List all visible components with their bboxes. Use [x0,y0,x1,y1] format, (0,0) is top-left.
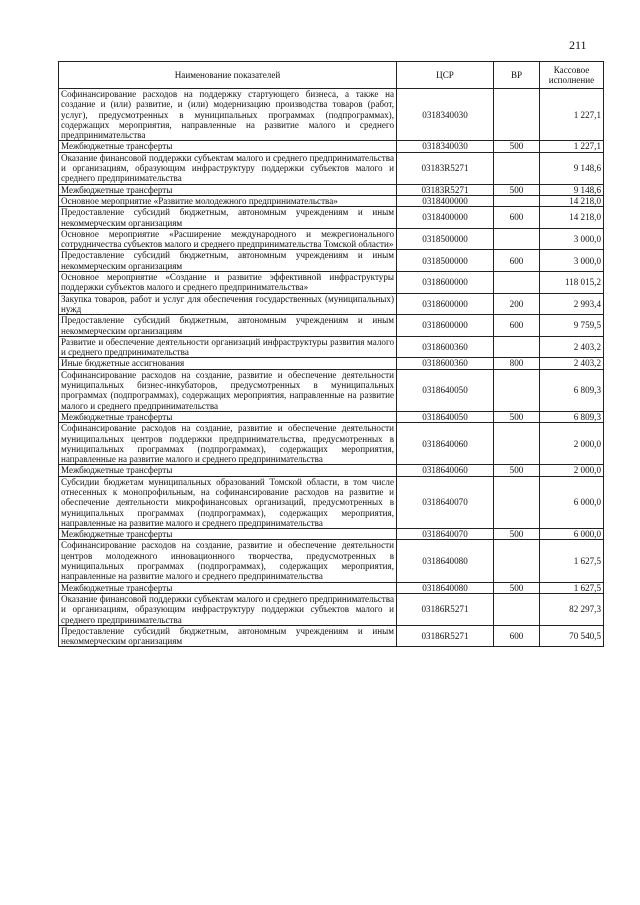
row-csr: 0318640050 [397,369,494,411]
row-amount: 2 000,0 [540,465,604,476]
row-name: Межбюджетные трансферты [59,141,397,152]
table-row [59,358,604,369]
row-name: Межбюджетные трансферты [59,411,397,422]
table-row [59,152,604,184]
header-vr: ВР [494,62,540,89]
table-row [59,593,604,625]
table-row [59,423,604,465]
table-row [59,411,604,422]
row-name: Предоставление субсидий бюджетным, автономным учреждениям и иным некоммерческим организациям [59,250,397,272]
row-vr [494,228,540,250]
row-csr: 0318400000 [397,195,494,206]
row-amount: 3 000,0 [540,228,604,250]
row-vr: 600 [494,207,540,229]
row-name: Софинансирование расходов на создание, развитие и обеспечение деятельности центров молодежного инновационного творчества, предусмотренных в муниципальных программах (подпрограммах), содержащих мероприятия, направленные на развитие малого и среднего предпринимательства [59,540,397,582]
row-vr: 200 [494,293,540,315]
row-name: Софинансирование расходов на создание, развитие и обеспечение деятельности муниципальных центров поддержки предпринимательства, предусмотренных в муниципальных программах (подпрограммах), содержащих мероприятия, направленные на развитие малого и среднего предпринимательства [59,423,397,465]
table-row [59,184,604,195]
table-row [59,272,604,294]
row-vr [494,336,540,358]
row-csr: 03186R5271 [397,593,494,625]
page-number: 211 [569,38,587,52]
row-vr [494,195,540,206]
row-name: Межбюджетные трансферты [59,184,397,195]
row-amount: 118 015,2 [540,272,604,294]
row-csr: 0318340030 [397,141,494,152]
row-vr [494,476,540,528]
header-csr: ЦСР [397,62,494,89]
row-amount: 9 148,6 [540,152,604,184]
row-name: Софинансирование расходов на создание, развитие и обеспечение деятельности муниципальных бизнес-инкубаторов, предусмотренных в муниципальных программах (подпрограммах), содержащих мероприятия, направленные на развитие малого и среднего предпринимательства [59,369,397,411]
row-vr: 600 [494,250,540,272]
row-name: Закупка товаров, работ и услуг для обеспечения государственных (муниципальных) нужд [59,293,397,315]
row-name: Основное мероприятие «Развитие молодежного предпринимательства» [59,195,397,206]
row-csr: 0318600360 [397,358,494,369]
row-name: Субсидии бюджетам муниципальных образований Томской области, в том числе отнесенных к монопрофильным, на софинансирование расходов на развитие и обеспечение деятельности микрофинансовых организаций, предусмотренных в муниципальных программах (подпрограммах), содержащих мероприятия, направленные на развитие малого и среднего предпринимательства [59,476,397,528]
row-vr: 500 [494,582,540,593]
row-vr [494,593,540,625]
row-name: Оказание финансовой поддержки субъектам малого и среднего предпринимательства и организациям, образующим инфраструктуру поддержки субъектов малого и среднего предпринимательства [59,593,397,625]
table-row [59,369,604,411]
row-vr [494,423,540,465]
table-row [59,465,604,476]
row-amount: 70 540,5 [540,625,604,647]
row-name: Основное мероприятие «Расширение международного и межрегионального сотрудничества субъектов малого и среднего предпринимательства Томской области» [59,228,397,250]
row-csr: 0318640080 [397,582,494,593]
header-amount: Кассовое исполнение [540,62,604,89]
row-vr [494,540,540,582]
row-csr: 0318600360 [397,336,494,358]
row-name: Предоставление субсидий бюджетным, автономным учреждениям и иным некоммерческим организациям [59,315,397,337]
row-vr [494,89,540,141]
header-name: Наименование показателей [59,62,397,89]
row-vr: 500 [494,529,540,540]
row-csr: 0318600000 [397,315,494,337]
row-vr: 500 [494,141,540,152]
row-name: Межбюджетные трансферты [59,582,397,593]
row-csr: 0318500000 [397,228,494,250]
row-vr [494,369,540,411]
row-name: Предоставление субсидий бюджетным, автономным учреждениям и иным некоммерческим организациям [59,625,397,647]
row-amount: 6 809,3 [540,369,604,411]
table-row [59,207,604,229]
row-name: Развитие и обеспечение деятельности организаций инфраструктуры развития малого и среднего предпринимательства [59,336,397,358]
row-amount: 9 148,6 [540,184,604,195]
row-name: Межбюджетные трансферты [59,529,397,540]
row-csr: 0318340030 [397,89,494,141]
row-csr: 0318400000 [397,207,494,229]
row-name: Предоставление субсидий бюджетным, автономным учреждениям и иным некоммерческим организациям [59,207,397,229]
row-amount: 1 627,5 [540,540,604,582]
row-name: Софинансирование расходов на поддержку стартующего бизнеса, а также на создание и (или) развитие, и (или) модернизацию производства товаров (работ, услуг), предусмотренных в муниципальных программах (подпрограммах), содержащих мероприятия, направленные на развитие малого и среднего предпринимательства [59,89,397,141]
table-row [59,540,604,582]
row-amount: 6 000,0 [540,529,604,540]
table-row [59,293,604,315]
row-vr [494,152,540,184]
budget-execution-table [58,61,604,647]
row-vr [494,272,540,294]
row-amount: 2 993,4 [540,293,604,315]
row-amount: 82 297,3 [540,593,604,625]
row-vr: 600 [494,625,540,647]
table-body [59,89,604,647]
row-csr: 0318640070 [397,529,494,540]
row-csr: 03183R5271 [397,184,494,195]
table-row [59,529,604,540]
row-amount: 3 000,0 [540,250,604,272]
row-csr: 0318640060 [397,423,494,465]
table-row [59,195,604,206]
row-vr: 500 [494,184,540,195]
table-row [59,89,604,141]
table-row [59,315,604,337]
row-csr: 0318640070 [397,476,494,528]
row-vr: 500 [494,411,540,422]
row-csr: 0318640060 [397,465,494,476]
row-amount: 1 627,5 [540,582,604,593]
table-header-row [59,62,604,89]
row-amount: 14 218,0 [540,195,604,206]
row-csr: 0318600000 [397,272,494,294]
row-amount: 1 227,1 [540,89,604,141]
row-amount: 14 218,0 [540,207,604,229]
row-vr: 600 [494,315,540,337]
row-amount: 2 000,0 [540,423,604,465]
row-csr: 0318500000 [397,250,494,272]
table-row [59,141,604,152]
row-csr: 03186R5271 [397,625,494,647]
row-amount: 6 000,0 [540,476,604,528]
table-row [59,582,604,593]
row-amount: 1 227,1 [540,141,604,152]
row-vr: 800 [494,358,540,369]
table-row [59,336,604,358]
row-name: Иные бюджетные ассигнования [59,358,397,369]
row-csr: 0318600000 [397,293,494,315]
row-vr: 500 [494,465,540,476]
table-row [59,625,604,647]
row-name: Межбюджетные трансферты [59,465,397,476]
row-name: Оказание финансовой поддержки субъектам малого и среднего предпринимательства и организациям, образующим инфраструктуру поддержки субъектов малого и среднего предпринимательства [59,152,397,184]
row-csr: 03183R5271 [397,152,494,184]
table-row [59,228,604,250]
row-csr: 0318640080 [397,540,494,582]
row-amount: 2 403,2 [540,336,604,358]
row-amount: 2 403,2 [540,358,604,369]
row-amount: 9 759,5 [540,315,604,337]
row-csr: 0318640050 [397,411,494,422]
table-row [59,476,604,528]
row-name: Основное мероприятие «Создание и развитие эффективной инфраструктуры поддержки субъектов малого и среднего предпринимательства» [59,272,397,294]
row-amount: 6 809,3 [540,411,604,422]
table-row [59,250,604,272]
